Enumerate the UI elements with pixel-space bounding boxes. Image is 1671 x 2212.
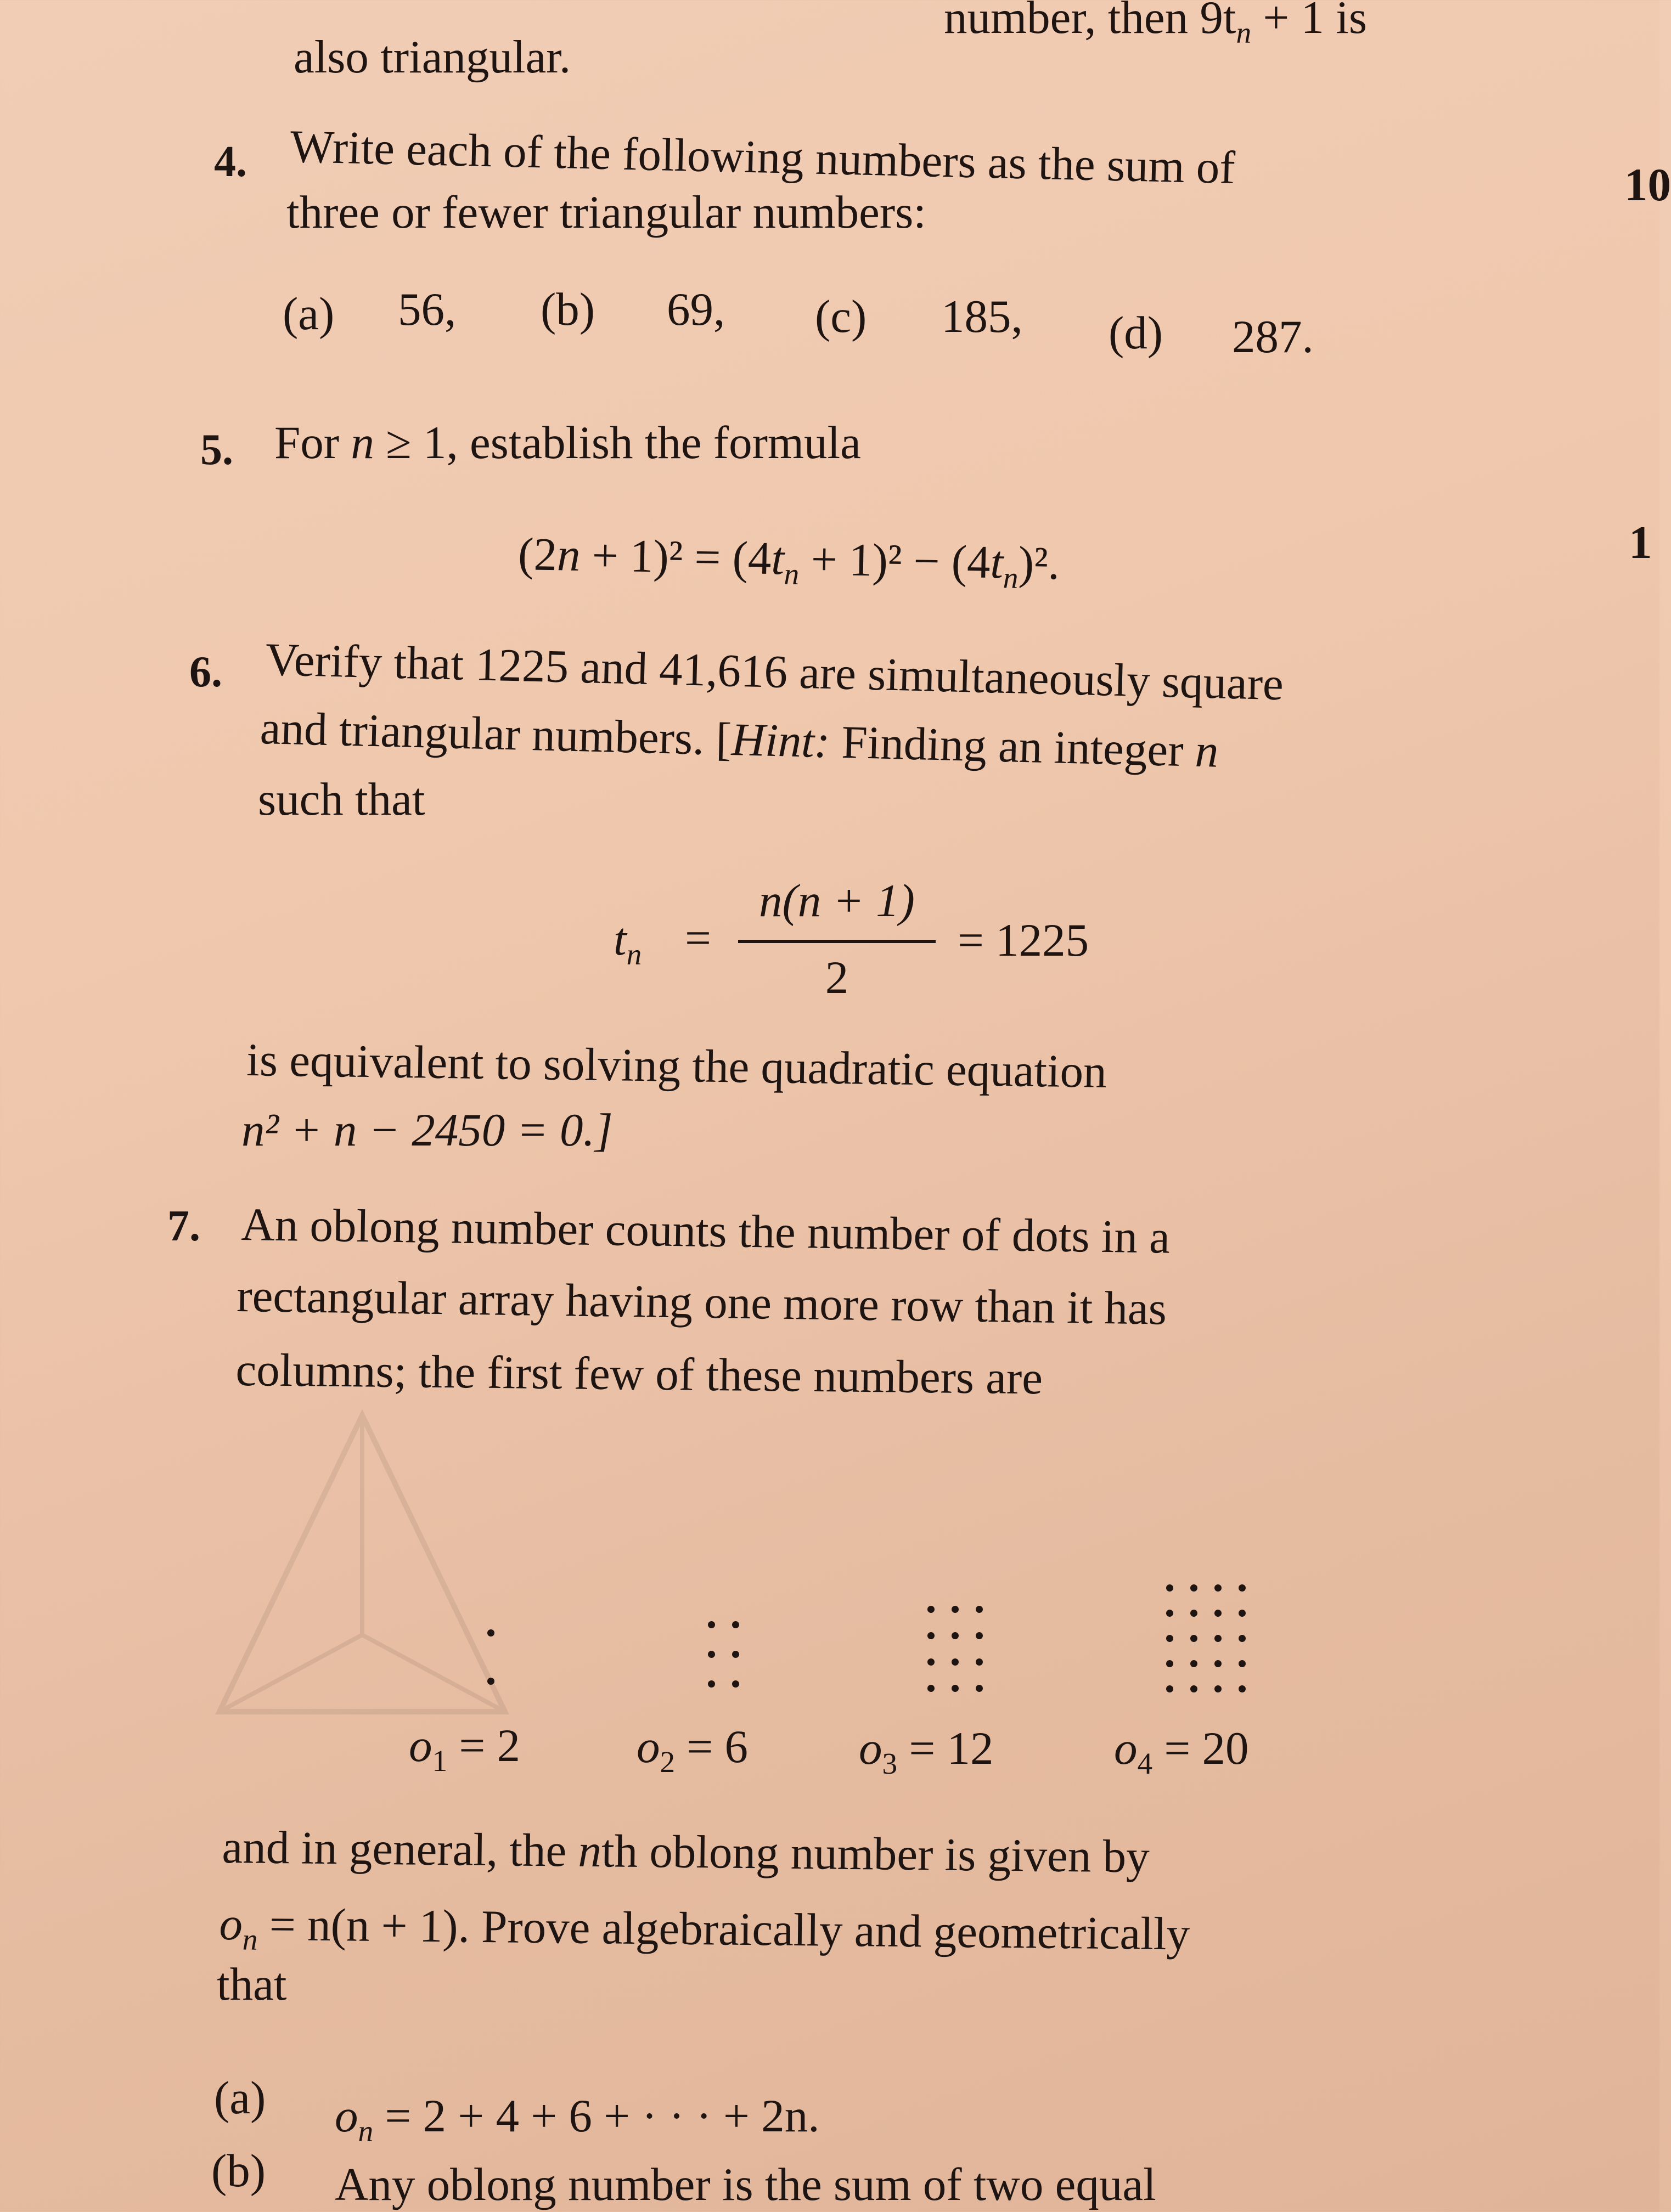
problem-4-line1: Write each of the following numbers as the sum of [289, 121, 1236, 194]
dot [952, 1685, 959, 1692]
problem-7-line3: columns; the first few of these numbers are [235, 1344, 1043, 1404]
bleed-through-tetrahedron [209, 1404, 516, 1745]
subpart-a-formula: $o_n = 2 + 4 + 6$ + · · · + 2n. [335, 2090, 820, 2148]
equation-equals: = [685, 912, 711, 964]
subpart-b-text: Any oblong number is the sum of two equal [335, 2159, 1156, 2210]
problem-6-line4: is equivalent to solving the quadratic equation [246, 1034, 1107, 1098]
dot [1190, 1685, 1197, 1692]
dot [976, 1658, 983, 1666]
problem-4-line2: three or fewer triangular numbers: [286, 187, 926, 238]
equation-lhs: $t_n$ [614, 913, 642, 971]
dot [1190, 1635, 1197, 1642]
dot [952, 1632, 959, 1639]
problem-3-line1: number, then $9t_n + 1$ is [944, 0, 1367, 49]
caption-o4: $o_4 = 20$ [1114, 1723, 1249, 1780]
equation-numerator: n(n + 1) [759, 875, 915, 927]
item-value-b: 69, [667, 284, 725, 335]
problem-6-line2: and triangular numbers. [Hint: Finding an integer n [259, 702, 1219, 777]
dot [927, 1658, 935, 1666]
dot [927, 1632, 935, 1639]
equation-rhs: = 1225 [958, 915, 1089, 966]
item-value-a: 56, [398, 284, 457, 335]
problem-7-line4: and in general, the nth oblong number is given by [222, 1821, 1150, 1883]
dot [487, 1629, 494, 1637]
problem-7-line1: An oblong number counts the number of dots in a [240, 1199, 1171, 1263]
dot [976, 1632, 983, 1639]
item-label-c: (c) [815, 291, 867, 342]
dot [927, 1606, 935, 1613]
dot [1214, 1584, 1222, 1592]
problem-5-number: 5. [200, 426, 233, 474]
dot [1166, 1685, 1173, 1692]
dot [976, 1606, 983, 1613]
problem-5-formula: $(2n + 1)^2 = (4t_n + 1)^2 - (4t_n)^2$. [517, 528, 1060, 595]
dot [1239, 1610, 1246, 1617]
subpart-b-label: (b) [211, 2145, 266, 2197]
fraction-bar [738, 940, 936, 943]
equation-denominator: 2 [825, 952, 849, 1003]
problem-6-line1: Verify that 1225 and 41,616 are simultaneously square [265, 634, 1284, 710]
dot [732, 1621, 739, 1628]
dot [952, 1658, 959, 1666]
dot [1239, 1685, 1246, 1692]
dot [1214, 1685, 1222, 1692]
item-label-b: (b) [541, 284, 595, 335]
dot [1166, 1660, 1173, 1667]
dot [1239, 1584, 1246, 1592]
caption-o3: $o_3 = 12$ [859, 1723, 994, 1780]
dot [1166, 1635, 1173, 1642]
dot [1190, 1610, 1197, 1617]
problem-7-line6: that [217, 1959, 287, 2010]
problem-6-line3: such that [258, 774, 425, 825]
dot [1190, 1660, 1197, 1667]
caption-o2: $o_2 = 6$ [637, 1721, 749, 1779]
subpart-a-label: (a) [214, 2072, 266, 2124]
item-label-a: (a) [283, 288, 335, 340]
dot [1214, 1610, 1222, 1617]
dot [1239, 1660, 1246, 1667]
dot [927, 1685, 935, 1692]
dot [732, 1680, 739, 1688]
problem-7-number: 7. [167, 1202, 200, 1250]
dot [1166, 1584, 1173, 1592]
problem-6-line5: n² + n − 2450 = 0.] [241, 1104, 613, 1156]
item-value-d: 287. [1232, 311, 1314, 363]
problem-7-line2: rectangular array having one more row than it has [236, 1270, 1167, 1335]
dot [1190, 1584, 1197, 1592]
dot [487, 1678, 494, 1685]
dot [708, 1621, 715, 1628]
dot [708, 1680, 715, 1688]
dot [1239, 1635, 1246, 1642]
item-label-d: (d) [1109, 307, 1163, 359]
problem-3-line2: also triangular. [294, 31, 571, 83]
dot [952, 1606, 959, 1613]
dot [1166, 1610, 1173, 1617]
dot [708, 1651, 715, 1658]
problem-4-number: 4. [214, 138, 247, 186]
item-value-c: 185, [941, 291, 1023, 342]
dot [732, 1651, 739, 1658]
edge-number-top: 10 [1624, 159, 1671, 211]
edge-number-bottom: 1 [1629, 517, 1652, 568]
caption-o1: $o_1 = 2$ [409, 1720, 521, 1778]
dot [976, 1685, 983, 1692]
problem-6-number: 6. [189, 648, 222, 696]
problem-7-line5: $o_n = n(n + 1)$. Prove algebraically and geometrically [219, 1898, 1190, 1960]
dot [1214, 1660, 1222, 1667]
problem-5-line1: For n ≥ 1, establish the formula [274, 417, 861, 469]
dot [1214, 1635, 1222, 1642]
